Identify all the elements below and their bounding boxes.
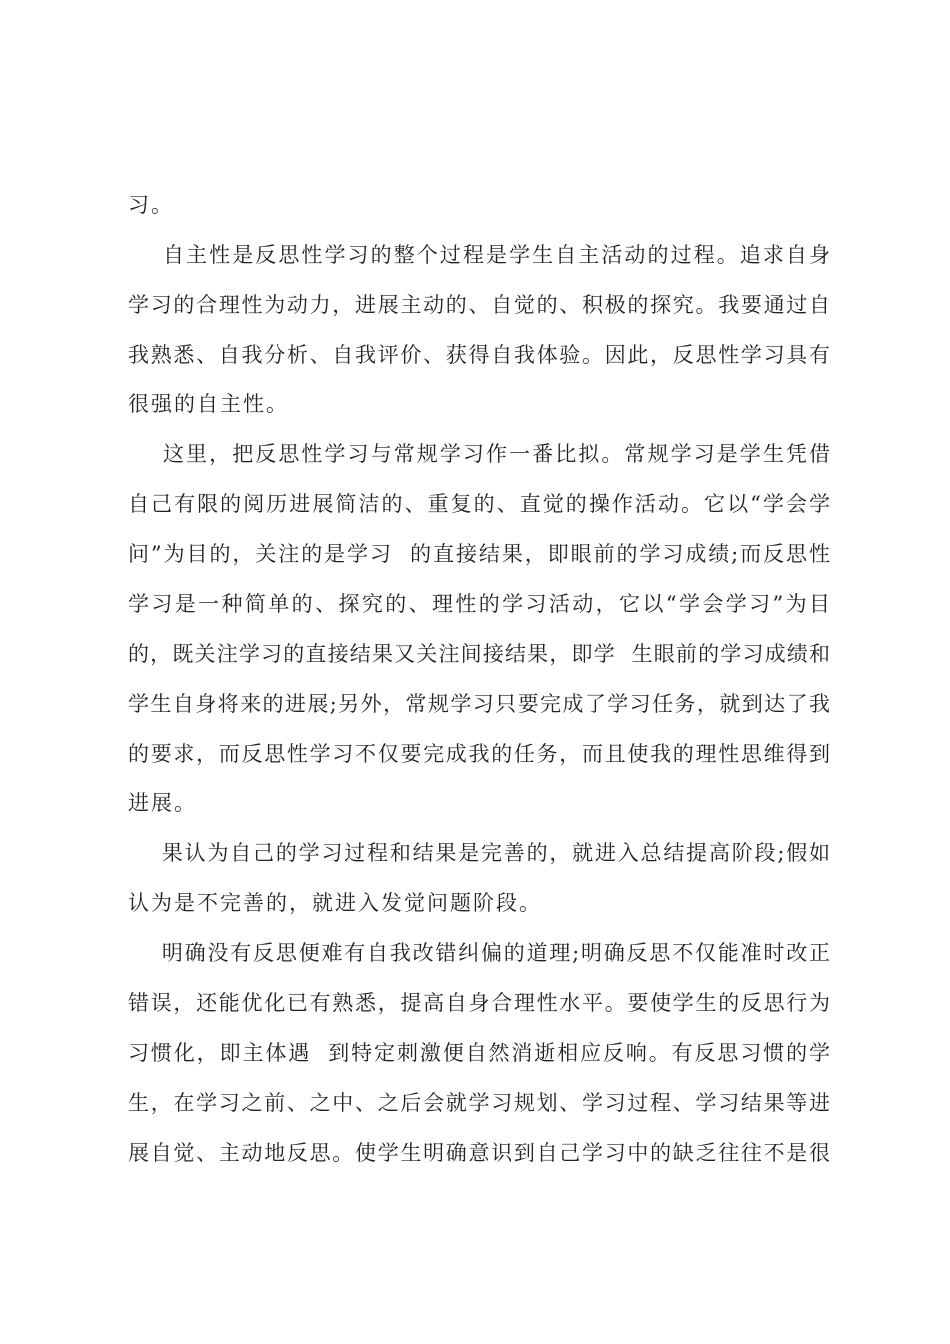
- text-line: 学生自身将来的进展;另外，常规学习只要完成了学习任务，就到达了我: [128, 692, 830, 716]
- text-line: 习。: [128, 193, 174, 217]
- text-line: 的，既关注学习的直接结果又关注间接结果，即学 生眼前的学习成绩和: [128, 642, 830, 666]
- text-line: 明确没有反思便难有自我改错纠偏的道理;明确反思不仅能准时改正: [128, 941, 830, 965]
- text-line: 果认为自己的学习过程和结果是完善的，就进入总结提高阶段;假如: [128, 841, 830, 865]
- text-line: 展自觉、主动地反思。使学生明确意识到自己学习中的缺乏往往不是很: [128, 1141, 830, 1165]
- text-line: 进展。: [128, 791, 197, 815]
- text-line: 的要求，而反思性学习不仅要完成我的任务，而且使我的理性思维得到: [128, 742, 830, 766]
- text-line: 习惯化，即主体遇 到特定刺激便自然消逝相应反响。有反思习惯的学: [128, 1041, 830, 1065]
- text-line: 认为是不完善的，就进入发觉问题阶段。: [128, 891, 542, 915]
- text-line: 生，在学习之前、之中、之后会就学习规划、学习过程、学习结果等进: [128, 1091, 830, 1115]
- text-line: 问”为目的，关注的是学习 的直接结果，即眼前的学习成绩;而反思性: [128, 542, 830, 566]
- text-line: 这里，把反思性学习与常规学习作一番比拟。常规学习是学生凭借: [128, 442, 830, 466]
- text-line: 很强的自主性。: [128, 392, 289, 416]
- text-line: 我熟悉、自我分析、自我评价、获得自我体验。因此，反思性学习具有: [128, 343, 830, 367]
- text-line: 自己有限的阅历进展简洁的、重复的、直觉的操作活动。它以“学会学: [128, 492, 830, 516]
- text-line: 自主性是反思性学习的整个过程是学生自主活动的过程。追求自身: [128, 243, 830, 267]
- text-line: 学习的合理性为动力，进展主动的、自觉的、积极的探究。我要通过自: [128, 293, 830, 317]
- document-page: [128, 0, 830, 1344]
- text-line: 错误，还能优化已有熟悉，提高自身合理性水平。要使学生的反思行为: [128, 991, 830, 1015]
- text-line: 学习是一种简单的、探究的、理性的学习活动，它以“学会学习”为目: [128, 592, 830, 616]
